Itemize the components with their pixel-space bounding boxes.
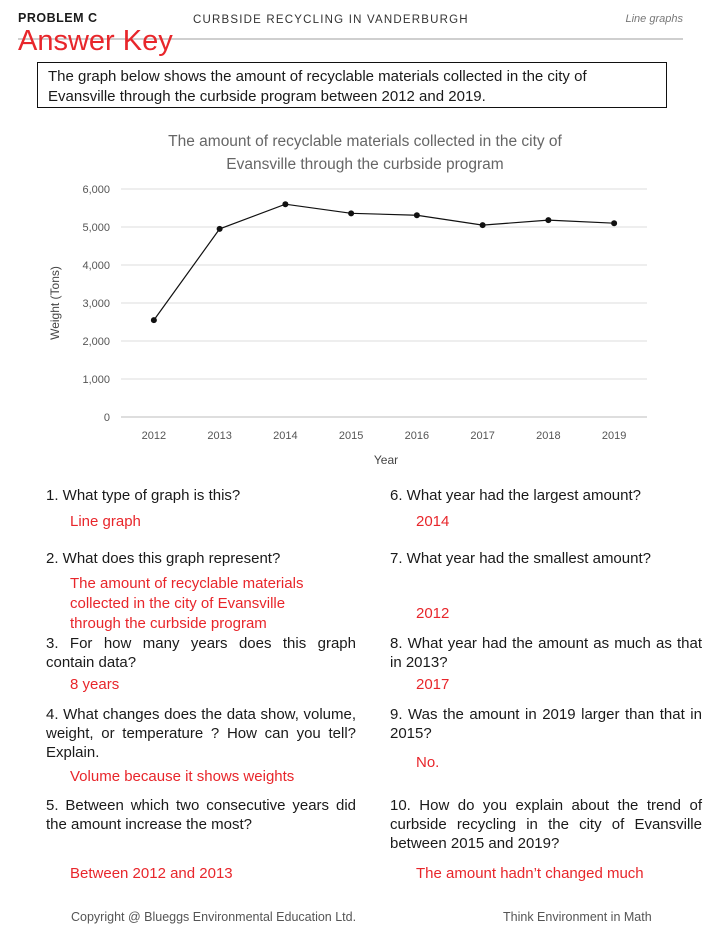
line-chart [0,118,720,478]
data-point-2019 [611,220,617,226]
question-1: 1. What type of graph is this? [46,487,241,504]
data-point-2013 [217,226,223,232]
y-tick-label: 0 [103,412,110,424]
answer-2-line-3: through the curbside program [70,615,267,632]
x-tick-label: 2012 [141,430,167,442]
y-tick-label: 3,000 [82,298,110,310]
answer-5: Between 2012 and 2013 [70,865,233,882]
answer-6: 2014 [416,513,450,530]
x-axis-label: Year [373,453,399,467]
question-4: 4. What changes does the data show, volume, weight, or temperature ? How can you tell? Explain. [46,706,356,761]
y-tick-label: 1,000 [82,374,110,386]
copyright-footer: Copyright @ Blueggs Environmental Education Ltd. [71,910,357,924]
question-3: 3. For how many years does this graph contain data? [46,635,356,671]
worksheet-title: CURBSIDE RECYCLING IN VANDERBURGH [193,14,469,26]
y-axis-label: Weight (Tons) [48,266,62,340]
question-2: 2. What does this graph represent? [46,550,281,567]
data-point-2014 [282,201,288,207]
answer-9: No. [416,754,440,771]
topic-label: Line graphs [625,13,683,25]
y-tick-label: 6,000 [82,184,110,196]
question-10: 10. How do you explain about the trend of curbside recycling in the city of Evansville between 2015 and 2019? [390,797,702,852]
question-7: 7. What year had the smallest amount? [390,550,651,567]
answer-4: Volume because it shows weights [70,768,295,785]
y-tick-label: 4,000 [82,260,110,272]
problem-label: PROBLEM C [18,11,98,25]
tagline-footer: Think Environment in Math [503,910,652,924]
question-5: 5. Between which two consecutive years did the amount increase the most? [46,797,356,833]
data-point-2018 [545,217,551,223]
chart-title-line-2: Evansville through the curbside program [226,156,504,173]
x-tick-label: 2019 [601,430,627,442]
data-point-2012 [151,317,157,323]
y-tick-label: 5,000 [82,222,110,234]
question-9: 9. Was the amount in 2019 larger than that in 2015? [390,706,702,742]
question-8: 8. What year had the amount as much as that in 2013? [390,635,702,671]
x-tick-label: 2014 [273,430,298,442]
data-point-2016 [414,212,420,218]
answer-3: 8 years [70,676,120,693]
y-tick-label: 2,000 [82,336,110,348]
answer-8: 2017 [416,676,450,693]
x-tick-label: 2016 [404,430,430,442]
answer-1: Line graph [70,513,141,530]
question-6: 6. What year had the largest amount? [390,487,641,504]
answer-2-line-1: The amount of recyclable materials [70,575,304,592]
x-tick-label: 2015 [338,430,364,442]
answer-key-heading: Answer Key [18,25,173,57]
x-tick-label: 2013 [207,430,232,442]
x-tick-label: 2018 [536,430,561,442]
intro-box: The graph below shows the amount of recyclable materials collected in the city of Evansville through the curbside program between 2012 and 2019. [37,62,667,108]
answer-7: 2012 [416,605,450,622]
chart-container [0,118,720,478]
x-tick-label: 2017 [470,430,495,442]
data-point-2017 [480,222,486,228]
chart-title-line-1: The amount of recyclable materials collected in the city of [168,133,562,150]
data-point-2015 [348,210,354,216]
answer-2-line-2: collected in the city of Evansville [70,595,286,612]
answer-10: The amount hadn’t changed much [416,865,644,882]
